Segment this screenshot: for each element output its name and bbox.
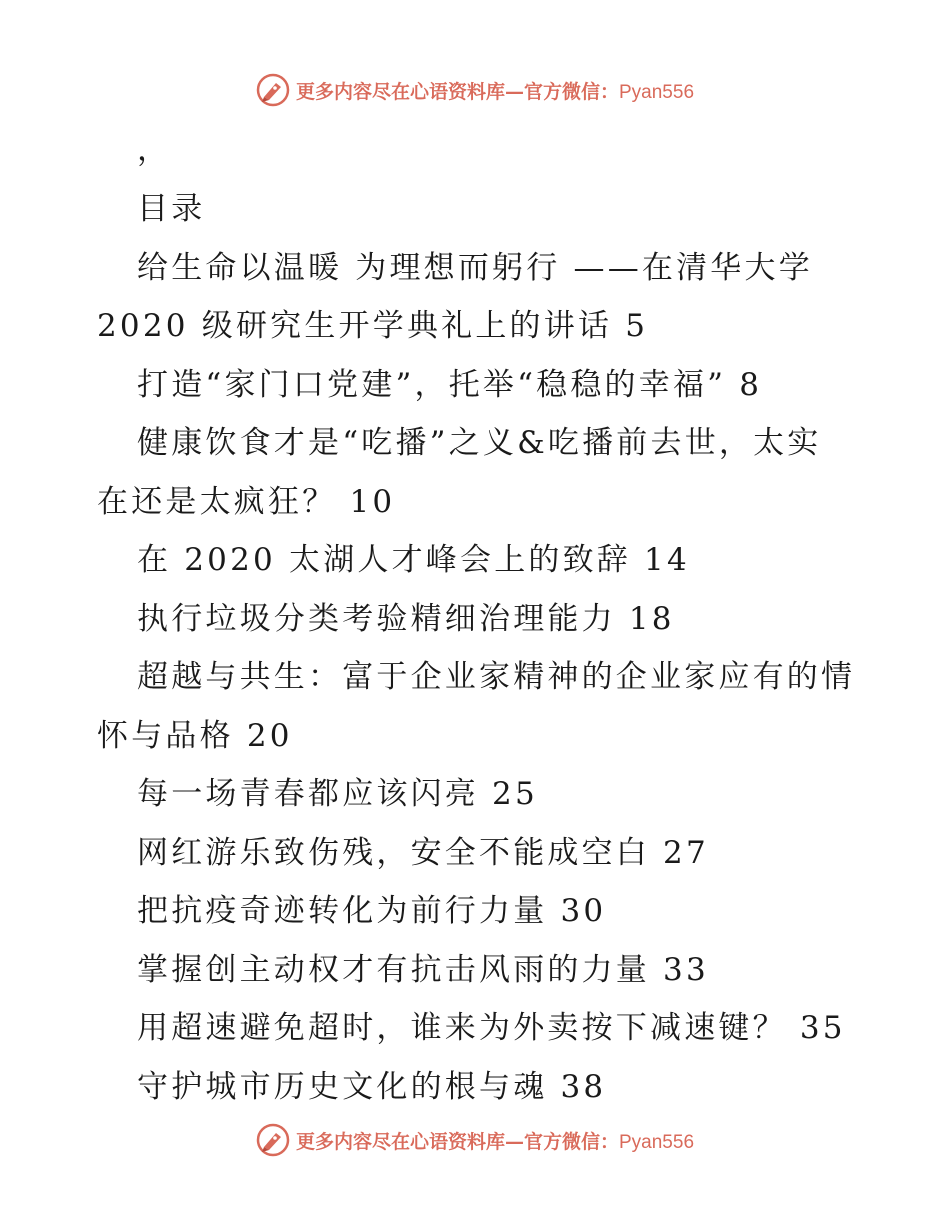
pen-nib-logo-icon [256,1123,290,1157]
toc-entry[interactable]: 执行垃圾分类考验精细治理能力 18 [137,600,675,637]
document-body [97,120,857,1116]
toc-entry-continuation[interactable]: 怀与品格 20 [97,717,293,754]
pen-nib-logo-icon [256,73,290,107]
toc-entry[interactable]: 超越与共生：富于企业家精神的企业家应有的情 [137,659,856,695]
toc-entry-continuation[interactable]: 2020 级研究生开学典礼上的讲话 5 [97,308,649,344]
toc-entry[interactable]: 在 2020 太湖人才峰会上的致辞 14 [137,542,690,578]
toc-entry[interactable]: 打造“家门口党建”，托举“稳稳的幸福” 8 [137,366,763,403]
footer-watermark [0,1120,950,1160]
watermark-text: 更多内容尽在心语资料库—官方微信：Pyan556 [295,1130,695,1153]
watermark-text: 更多内容尽在心语资料库—官方微信：Pyan556 [295,80,695,103]
toc-entry[interactable]: 每一场青春都应该闪亮 25 [137,776,538,812]
toc-entry[interactable]: 掌握创主动权才有抗击风雨的力量 33 [137,951,709,988]
toc-entry[interactable]: 把抗疫奇迹转化为前行力量 30 [137,893,607,929]
toc-entry[interactable]: 健康饮食才是“吃播”之义&吃播前去世，太实 [137,425,822,461]
toc-entry[interactable]: 给生命以温暖 为理想而躬行 ——在清华大学 [137,249,813,286]
toc-heading: 目录 [137,191,206,227]
stray-punctuation: ， [137,132,172,168]
toc-entry[interactable]: 用超速避免超时，谁来为外卖按下减速键？ 35 [137,1010,846,1046]
toc-entry[interactable]: 守护城市历史文化的根与魂 38 [137,1068,607,1105]
header-watermark [0,70,950,110]
toc-entry-continuation[interactable]: 在还是太疯狂？ 10 [97,483,396,520]
toc-entry[interactable]: 网红游乐致伤残，安全不能成空白 27 [137,834,709,871]
